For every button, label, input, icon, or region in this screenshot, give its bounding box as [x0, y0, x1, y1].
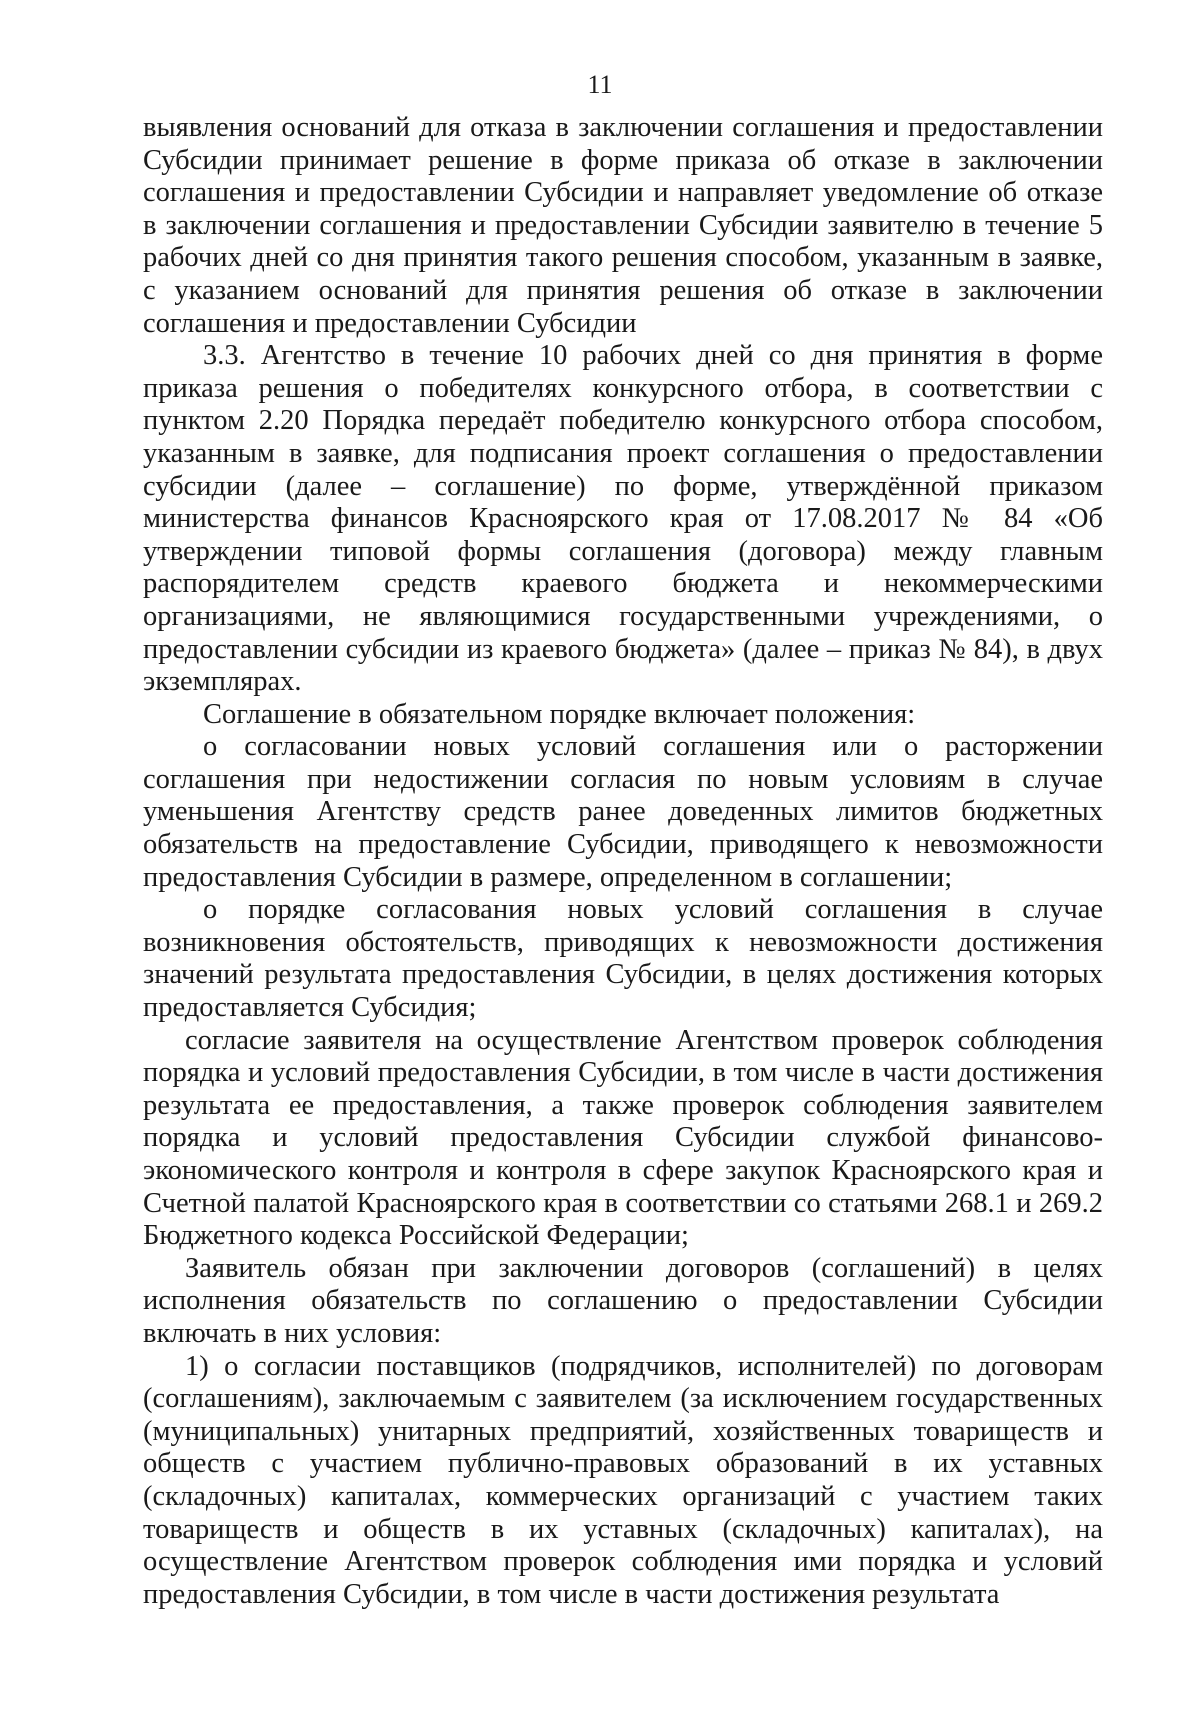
paragraph-approval-procedure: о порядке согласования новых условий соглашения в случае возникновения обстоятельств, приводящих к невозможности достижения значений результата предоставления Субсидии, в целях достижения которых предоставляется Субсидия;: [143, 894, 1103, 1024]
paragraph-item-1: 1) о согласии поставщиков (подрядчиков, исполнителей) по договорам (соглашениям), заключаемым с заявителем (за исключением государственных (муниципальных) унитарных предприятий, хозяйственных товариществ и обществ с участием публично-правовых образований в их уставных (складочных) капиталах, коммерческих организаций с участием таких товариществ и обществ в их уставных (складочных) капиталах), на осуществление Агентством проверок соблюдения ими порядка и условий предоставления Субсидии, в том числе в части достижения результата: [143, 1350, 1103, 1610]
document-body: [143, 112, 1103, 1611]
paragraph-agreement-provisions: Соглашение в обязательном порядке включает положения:: [203, 698, 916, 730]
paragraph-continuation: выявления оснований для отказа в заключении соглашения и предоставлении Субсидии принимает решение в форме приказа об отказе в заключении соглашения и предоставлении Субсидии и направляет уведомление об отказе в заключении соглашения и предоставлении Субсидии заявителю в течение 5 рабочих дней со дня принятия такого решения способом, указанным в заявке, с указанием оснований для принятия решения об отказе в заключении соглашения и предоставлении Субсидии: [143, 112, 1103, 339]
page-number: 11: [587, 70, 613, 99]
paragraph-3-3: 3.3. Агентство в течение 10 рабочих дней со дня принятия в форме приказа решения о победителях конкурсного отбора, в соответствии с пунктом 2.20 Порядка передаёт победителю конкурсного отбора способом, указанным в заявке, для подписания проект соглашения о предоставлении субсидии (далее – соглашение) по форме, утверждённой приказом министерства финансов Красноярского края от 17.08.2017 № 84 «Об утверждении типовой формы соглашения (договора) между главным распорядителем средств краевого бюджета и некоммерческими организациями, не являющимися государственными учреждениями, о предоставлении субсидии из краевого бюджета» (далее – приказ № 84), в двух экземплярах.: [143, 340, 1103, 698]
paragraph-applicant-consent: согласие заявителя на осуществление Агентством проверок соблюдения порядка и условий предоставления Субсидии, в том числе в части достижения результата ее предоставления, а также проверок соблюдения заявителем порядка и условий предоставления Субсидии службой финансово-экономического контроля и контроля в сфере закупок Красноярского края и Счетной палатой Красноярского края в соответствии со статьями 268.1 и 269.2 Бюджетного кодекса Российской Федерации;: [143, 1024, 1103, 1252]
paragraph-new-conditions: о согласовании новых условий соглашения или о расторжении соглашения при недостижении согласия по новым условиям в случае уменьшения Агентству средств ранее доведенных лимитов бюджетных обязательств на предоставление Субсидии, приводящего к невозможности предоставления Субсидии в размере, определенном в соглашении;: [143, 731, 1103, 893]
paragraph-applicant-obligation: Заявитель обязан при заключении договоров (соглашений) в целях исполнения обязательств по соглашению о предоставлении Субсидии включать в них условия:: [143, 1252, 1103, 1349]
